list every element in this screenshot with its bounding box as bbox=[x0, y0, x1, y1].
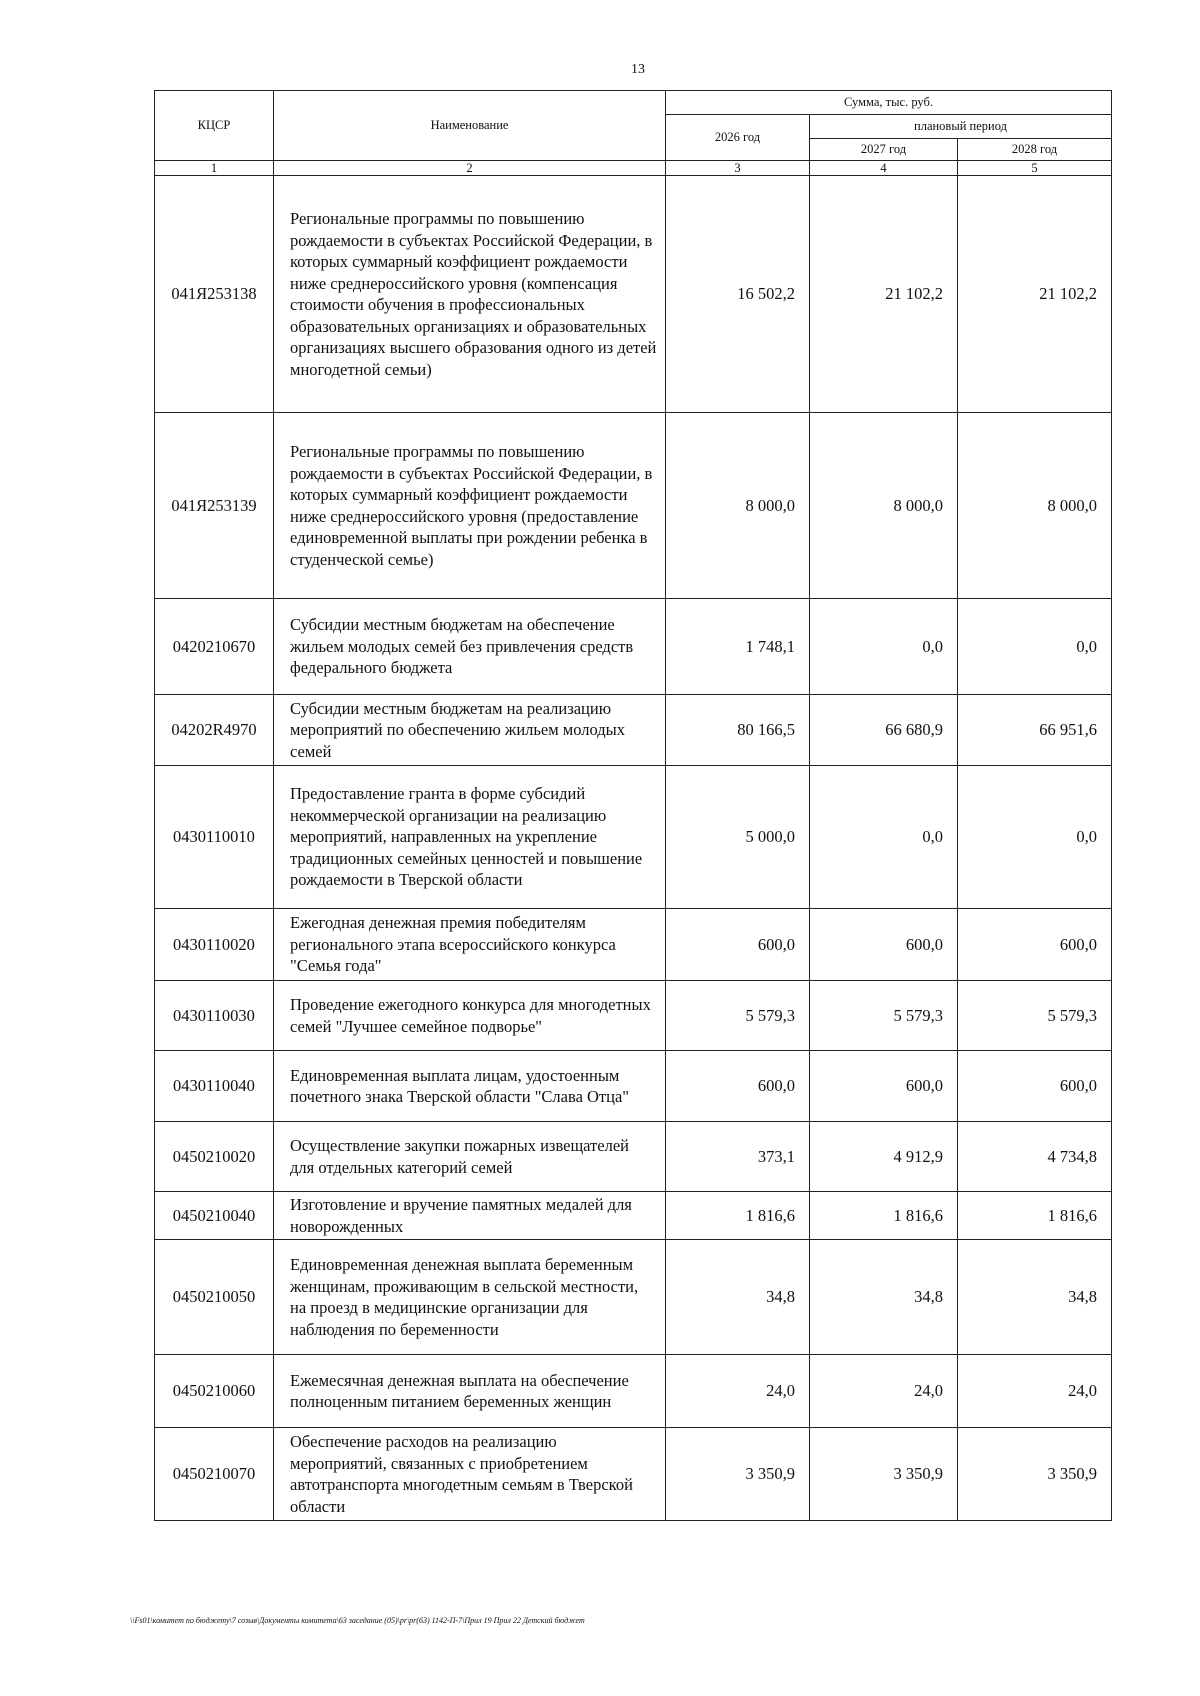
value-2027: 8 000,0 bbox=[810, 413, 958, 599]
item-name: Региональные программы по повышению рождаемости в субъектах Российской Федерации, в которых суммарный коэффициент рождаемости ниже среднероссийского уровня (компенсация стоимости обучения в профессиональных образовательных организациях и образовательных организациях высшего образования одного из детей многодетной семьи) bbox=[274, 176, 666, 413]
header-2028: 2028 год bbox=[958, 139, 1112, 161]
item-name: Субсидии местным бюджетам на реализацию мероприятий по обеспечению жильем молодых семей bbox=[274, 695, 666, 766]
column-number: 3 bbox=[666, 161, 810, 176]
value-2028: 21 102,2 bbox=[958, 176, 1112, 413]
value-2026: 16 502,2 bbox=[666, 176, 810, 413]
kcsr-code: 04202R4970 bbox=[155, 695, 274, 766]
value-2027: 4 912,9 bbox=[810, 1122, 958, 1192]
kcsr-code: 0450210060 bbox=[155, 1355, 274, 1428]
kcsr-code: 041Я253138 bbox=[155, 176, 274, 413]
header-2027: 2027 год bbox=[810, 139, 958, 161]
kcsr-code: 0450210070 bbox=[155, 1428, 274, 1521]
value-2028: 66 951,6 bbox=[958, 695, 1112, 766]
header-kcsr: КЦСР bbox=[155, 91, 274, 161]
kcsr-code: 0450210050 bbox=[155, 1240, 274, 1355]
column-number: 1 bbox=[155, 161, 274, 176]
column-number: 2 bbox=[274, 161, 666, 176]
item-name: Изготовление и вручение памятных медалей для новорожденных bbox=[274, 1192, 666, 1240]
value-2026: 1 816,6 bbox=[666, 1192, 810, 1240]
header-2026: 2026 год bbox=[666, 115, 810, 161]
kcsr-code: 0450210020 bbox=[155, 1122, 274, 1192]
table-row bbox=[155, 981, 1112, 1051]
kcsr-code: 0450210040 bbox=[155, 1192, 274, 1240]
value-2027: 0,0 bbox=[810, 599, 958, 695]
header-planned-period: плановый период bbox=[810, 115, 1112, 139]
value-2028: 4 734,8 bbox=[958, 1122, 1112, 1192]
value-2026: 5 579,3 bbox=[666, 981, 810, 1051]
table-row bbox=[155, 1240, 1112, 1355]
item-name: Ежемесячная денежная выплата на обеспечение полноценным питанием беременных женщин bbox=[274, 1355, 666, 1428]
kcsr-code: 0430110040 bbox=[155, 1051, 274, 1122]
value-2028: 600,0 bbox=[958, 1051, 1112, 1122]
value-2028: 1 816,6 bbox=[958, 1192, 1112, 1240]
value-2026: 24,0 bbox=[666, 1355, 810, 1428]
value-2027: 3 350,9 bbox=[810, 1428, 958, 1521]
value-2028: 5 579,3 bbox=[958, 981, 1112, 1051]
value-2026: 373,1 bbox=[666, 1122, 810, 1192]
table-row bbox=[155, 909, 1112, 981]
item-name: Обеспечение расходов на реализацию мероприятий, связанных с приобретением автотранспорта многодетным семьям в Тверской области bbox=[274, 1428, 666, 1521]
value-2026: 80 166,5 bbox=[666, 695, 810, 766]
value-2026: 3 350,9 bbox=[666, 1428, 810, 1521]
item-name: Единовременная выплата лицам, удостоенным почетного знака Тверской области "Слава Отца" bbox=[274, 1051, 666, 1122]
kcsr-code: 0430110010 bbox=[155, 766, 274, 909]
table-row bbox=[155, 1192, 1112, 1240]
value-2027: 600,0 bbox=[810, 1051, 958, 1122]
kcsr-code: 0420210670 bbox=[155, 599, 274, 695]
value-2026: 8 000,0 bbox=[666, 413, 810, 599]
kcsr-code: 0430110020 bbox=[155, 909, 274, 981]
item-name: Осуществление закупки пожарных извещателей для отдельных категорий семей bbox=[274, 1122, 666, 1192]
value-2027: 0,0 bbox=[810, 766, 958, 909]
value-2027: 600,0 bbox=[810, 909, 958, 981]
header-name: Наименование bbox=[274, 91, 666, 161]
item-name: Региональные программы по повышению рождаемости в субъектах Российской Федерации, в которых суммарный коэффициент рождаемости ниже среднероссийского уровня (предоставление единовременной выплаты при рождении ребенка в студенческой семье) bbox=[274, 413, 666, 599]
kcsr-code: 0430110030 bbox=[155, 981, 274, 1051]
column-number: 5 bbox=[958, 161, 1112, 176]
header-sum: Сумма, тыс. руб. bbox=[666, 91, 1112, 115]
value-2027: 24,0 bbox=[810, 1355, 958, 1428]
table-row bbox=[155, 413, 1112, 599]
table-row bbox=[155, 695, 1112, 766]
value-2028: 24,0 bbox=[958, 1355, 1112, 1428]
value-2028: 34,8 bbox=[958, 1240, 1112, 1355]
table-row bbox=[155, 599, 1112, 695]
value-2027: 1 816,6 bbox=[810, 1192, 958, 1240]
value-2028: 8 000,0 bbox=[958, 413, 1112, 599]
table-row bbox=[155, 1051, 1112, 1122]
item-name: Единовременная денежная выплата беременным женщинам, проживающим в сельской местности, на проезд в медицинские организации для наблюдения по беременности bbox=[274, 1240, 666, 1355]
value-2028: 0,0 bbox=[958, 766, 1112, 909]
table-row bbox=[155, 1355, 1112, 1428]
column-number: 4 bbox=[810, 161, 958, 176]
value-2027: 34,8 bbox=[810, 1240, 958, 1355]
item-name: Субсидии местным бюджетам на обеспечение жильем молодых семей без привлечения средств федерального бюджета bbox=[274, 599, 666, 695]
value-2028: 0,0 bbox=[958, 599, 1112, 695]
table-header bbox=[155, 91, 1112, 176]
value-2028: 3 350,9 bbox=[958, 1428, 1112, 1521]
table-row bbox=[155, 176, 1112, 413]
column-numbers-row bbox=[155, 161, 1112, 176]
table-row bbox=[155, 766, 1112, 909]
value-2026: 5 000,0 bbox=[666, 766, 810, 909]
table-row bbox=[155, 1122, 1112, 1192]
value-2026: 600,0 bbox=[666, 909, 810, 981]
value-2027: 66 680,9 bbox=[810, 695, 958, 766]
value-2026: 1 748,1 bbox=[666, 599, 810, 695]
budget-table bbox=[154, 90, 1112, 1521]
value-2026: 34,8 bbox=[666, 1240, 810, 1355]
value-2026: 600,0 bbox=[666, 1051, 810, 1122]
item-name: Предоставление гранта в форме субсидий некоммерческой организации на реализацию мероприятий, направленных на укрепление традиционных семейных ценностей и повышение рождаемости в Тверской области bbox=[274, 766, 666, 909]
item-name: Проведение ежегодного конкурса для многодетных семей "Лучшее семейное подворье" bbox=[274, 981, 666, 1051]
page-number: 13 bbox=[631, 62, 645, 77]
item-name: Ежегодная денежная премия победителям регионального этапа всероссийского конкурса "Семья года" bbox=[274, 909, 666, 981]
kcsr-code: 041Я253139 bbox=[155, 413, 274, 599]
value-2028: 600,0 bbox=[958, 909, 1112, 981]
table-row bbox=[155, 1428, 1112, 1521]
value-2027: 5 579,3 bbox=[810, 981, 958, 1051]
file-path-footer: \\Fs01\комитет по бюджету\7 созыв\Документы комитета\63 заседание (05)\pr\pr(63) 1142-П-7\Прил 19 Прил 22 Детский бюджет bbox=[130, 1616, 585, 1625]
value-2027: 21 102,2 bbox=[810, 176, 958, 413]
